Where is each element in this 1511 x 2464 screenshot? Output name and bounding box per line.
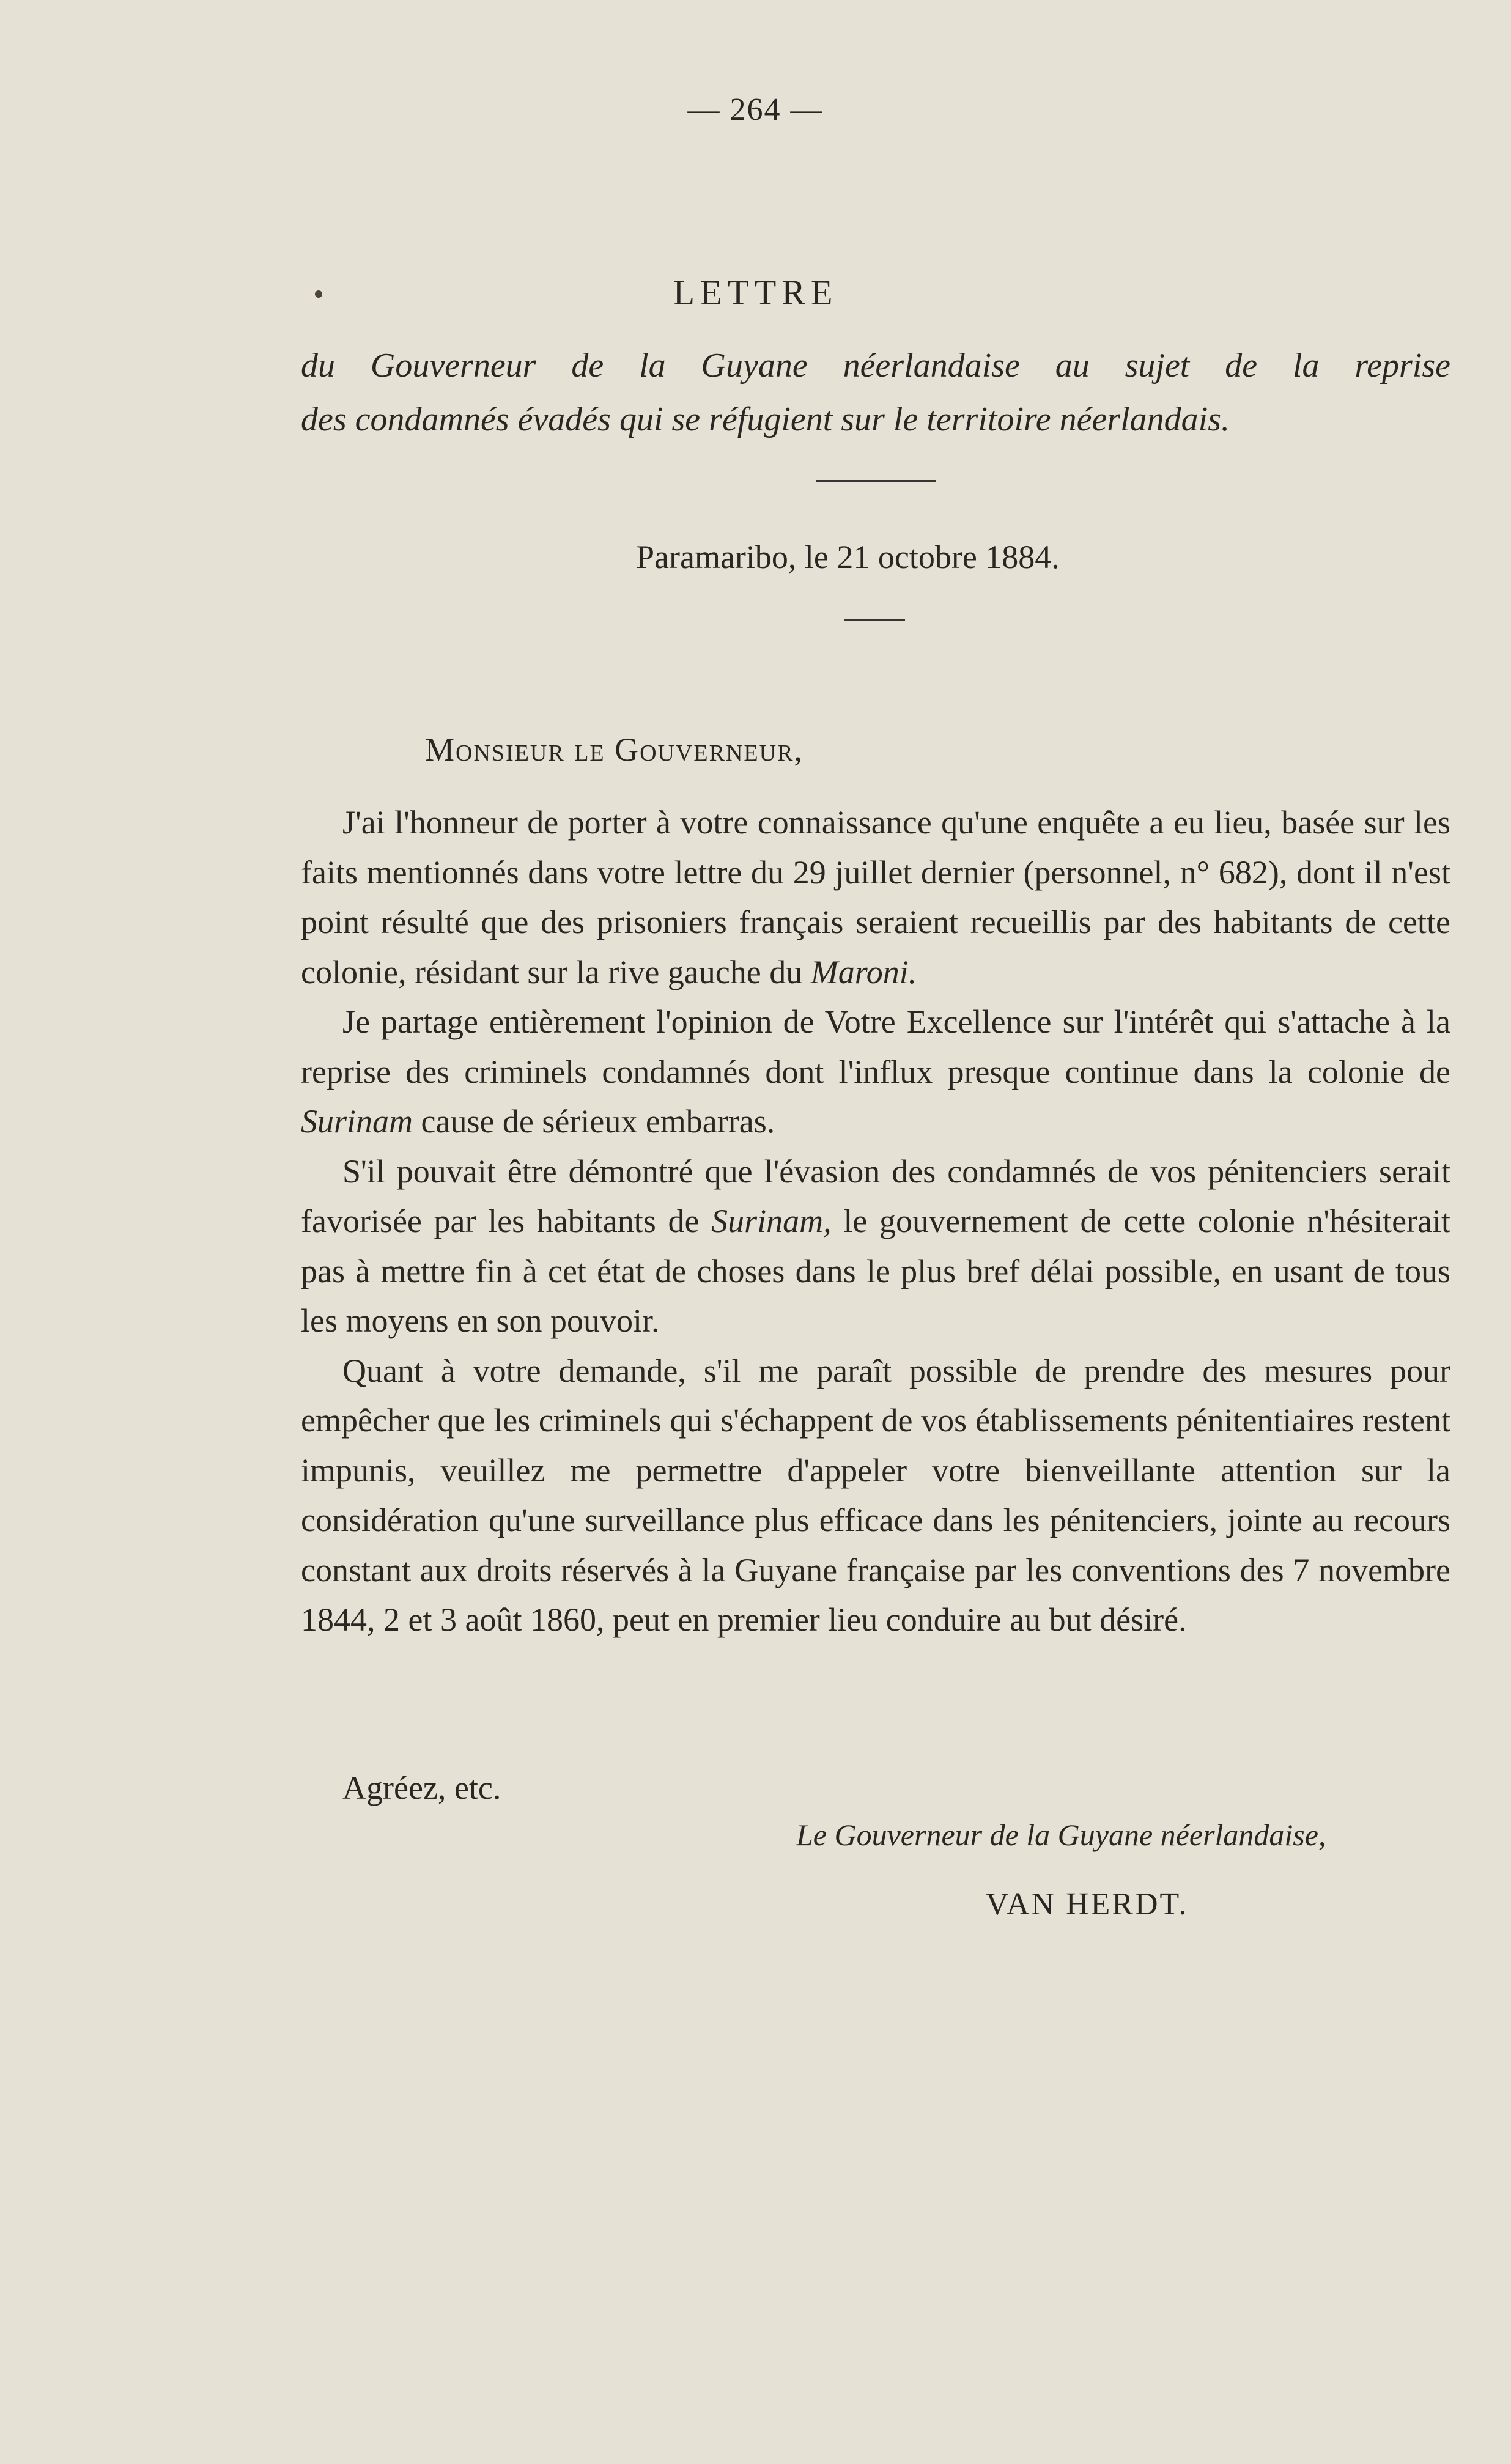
place-date: Paramaribo, le 21 octobre 1884.: [636, 539, 1060, 575]
paragraph-2-text: Je partage entièrement l'opinion de Votre Excellence sur l'intérêt qui s'attache à la reprise des criminels condamnés dont l'influx presque continue dans la colonie de: [301, 1003, 1450, 1090]
paragraph-3: [301, 1147, 1450, 1346]
date-rule: [844, 619, 905, 621]
paragraph-2-italic: Surinam: [301, 1103, 413, 1140]
paragraph-1-italic: Maroni.: [810, 953, 917, 990]
signature-name: VAN HERDT.: [986, 1887, 1189, 1922]
closing: Agréez, etc.: [342, 1769, 501, 1806]
page-number: — 264 —: [687, 92, 824, 127]
subtitle-line-1: du Gouverneur de la Guyane néerlandaise au sujet de la reprise: [301, 347, 1450, 385]
paragraph-3-italic: Surinam,: [711, 1203, 832, 1239]
letter-body: [301, 798, 1450, 1645]
salutation: Monsieur le Gouverneur,: [425, 731, 804, 768]
signature-title: Le Gouverneur de la Guyane néerlandaise,: [796, 1818, 1326, 1852]
title-rule: [816, 480, 936, 482]
paragraph-2-text-end: cause de sérieux embarras.: [413, 1103, 775, 1140]
paragraph-2: [301, 997, 1450, 1147]
letter-title: LETTRE: [673, 273, 838, 312]
paragraph-4: Quant à votre demande, s'il me paraît possible de prendre des mesures pour empêcher que les criminels qui s'échappent de vos établissements pénitentiaires restent impunis, veuillez me permettre d'appeler votre bienveillante attention sur la considération qu'une surveillance plus efficace dans les pénitenciers, jointe au recours constant aux droits réservés à la Guyane française par les conventions des 7 novembre 1844, 2 et 3 août 1860, peut en premier lieu conduire au but désiré.: [301, 1352, 1450, 1638]
paragraph-3-text-end: le gouvernement de cette colonie n'hésiterait pas à mettre fin à cet état de choses dans le plus bref délai possible, en usant de tous les moyens en son pouvoir.: [301, 1203, 1451, 1339]
subtitle-line-2: des condamnés évadés qui se réfugient sur le territoire néerlandais.: [301, 400, 1230, 438]
paragraph-1: [301, 798, 1450, 997]
paragraph-1-text: J'ai l'honneur de porter à votre connaissance qu'une enquête a eu lieu, basée sur les faits mentionnés dans votre lettre du 29 juillet dernier (personnel, n° 682), dont il n'est point résulté que des prisoniers français seraient recueillis par des habitants de cette colonie, résidant sur la rive gauche du: [301, 804, 1450, 990]
paragraph-3-text: S'il pouvait être démontré que l'évasion des condamnés de vos pénitenciers serait favorisée par les habitants de: [301, 1153, 1450, 1239]
